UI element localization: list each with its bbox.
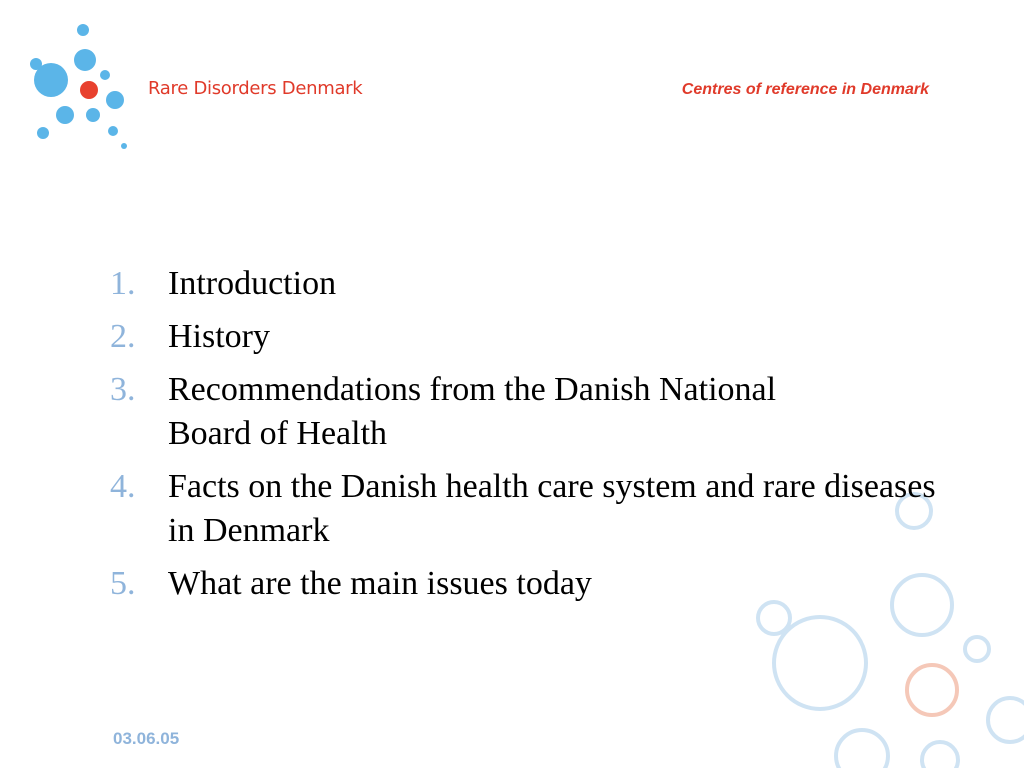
organization-name: Rare Disorders Denmark xyxy=(148,78,363,99)
agenda-item-text: What are the main issues today xyxy=(168,565,592,602)
agenda-item-number: 1. xyxy=(110,265,136,302)
agenda-item xyxy=(110,315,950,359)
agenda-item xyxy=(110,465,950,553)
agenda-item-text: Facts on the Danish health care system and rare diseases in Denmark xyxy=(168,468,936,549)
agenda-item-number: 2. xyxy=(110,318,136,355)
agenda-item-number: 3. xyxy=(110,371,136,408)
footer-date: 03.06.05 xyxy=(113,729,180,748)
logo-dots-icon xyxy=(0,0,140,160)
agenda-item xyxy=(110,262,950,306)
agenda-item-number: 4. xyxy=(110,468,136,505)
agenda-item-text: History xyxy=(168,318,270,355)
agenda-item-number: 5. xyxy=(110,565,136,602)
agenda-item xyxy=(110,562,950,606)
agenda-item xyxy=(110,368,950,456)
slide-header-title: Centres of reference in Denmark xyxy=(681,81,929,98)
agenda-item-text: Recommendations from the Danish National Board of Health xyxy=(168,371,777,452)
agenda-item-text: Introduction xyxy=(168,265,337,302)
agenda-list xyxy=(110,262,950,615)
